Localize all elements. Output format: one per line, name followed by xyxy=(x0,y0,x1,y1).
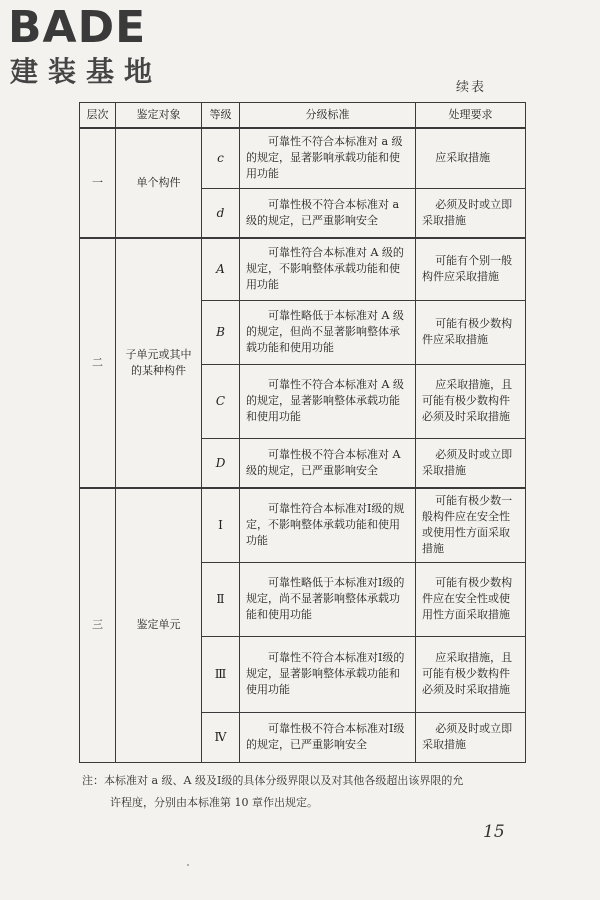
grade-cell: Ⅱ xyxy=(202,562,240,636)
level-cell: 二 xyxy=(80,238,116,488)
standard-cell: 可靠性不符合本标准对Ⅰ级的规定，显著影响整体承载功能和使用功能 xyxy=(240,636,416,712)
footnote-line-1: 注：本标准对 a 级、A 级及Ⅰ级的具体分级界限以及对其他各级超出该界限的允 xyxy=(82,774,464,787)
requirement-cell: 应采取措施，且可能有极少数构件必须及时采取措施 xyxy=(416,636,526,712)
grade-cell: A xyxy=(202,238,240,300)
requirement-cell: 必须及时或立即采取措施 xyxy=(416,712,526,762)
table-row xyxy=(80,238,526,300)
requirement-cell: 应采取措施，且可能有极少数构件必须及时采取措施 xyxy=(416,364,526,438)
object-cell: 单个构件 xyxy=(116,128,202,238)
table-footnote xyxy=(82,770,522,814)
grade-cell: d xyxy=(202,188,240,238)
header-level: 层次 xyxy=(80,103,116,129)
header-standard: 分级标准 xyxy=(240,103,416,129)
requirement-cell: 应采取措施 xyxy=(416,128,526,188)
grade-cell: C xyxy=(202,364,240,438)
reliability-grading-table xyxy=(79,102,526,763)
logo-wordmark: BADE xyxy=(8,2,147,53)
object-cell: 鉴定单元 xyxy=(116,488,202,762)
requirement-cell: 可能有极少数构件应采取措施 xyxy=(416,300,526,364)
standard-cell: 可靠性略低于本标准对Ⅰ级的规定，尚不显著影响整体承载功能和使用功能 xyxy=(240,562,416,636)
requirement-cell: 必须及时或立即采取措施 xyxy=(416,438,526,488)
page-number: 15 xyxy=(483,822,505,842)
level-cell: 三 xyxy=(80,488,116,762)
table-row xyxy=(80,128,526,188)
requirement-cell: 必须及时或立即采取措施 xyxy=(416,188,526,238)
standard-cell: 可靠性不符合本标准对 A 级的规定，显著影响整体承载功能和使用功能 xyxy=(240,364,416,438)
continued-table-label: 续表 xyxy=(456,80,487,95)
requirement-cell: 可能有个别一般构件应采取措施 xyxy=(416,238,526,300)
standard-cell: 可靠性不符合本标准对 a 级的规定，显著影响承载功能和使用功能 xyxy=(240,128,416,188)
standard-cell: 可靠性符合本标准对 A 级的规定，不影响整体承载功能和使用功能 xyxy=(240,238,416,300)
footnote-line-2: 许程度，分别由本标准第 10 章作出规定。 xyxy=(110,796,318,809)
logo-chinese-text: 建装基地 xyxy=(10,55,163,88)
scan-speck xyxy=(187,864,189,866)
grade-cell: Ⅳ xyxy=(202,712,240,762)
standard-cell: 可靠性极不符合本标准对 A 级的规定，已严重影响安全 xyxy=(240,438,416,488)
standard-cell: 可靠性符合本标准对Ⅰ级的规定，不影响整体承载功能和使用功能 xyxy=(240,488,416,562)
standard-cell: 可靠性略低于本标准对 A 级的规定，但尚不显著影响整体承载功能和使用功能 xyxy=(240,300,416,364)
header-requirement: 处理要求 xyxy=(416,103,526,129)
grade-cell: Ⅲ xyxy=(202,636,240,712)
requirement-cell: 可能有极少数构件应在安全性或使用性方面采取措施 xyxy=(416,562,526,636)
level-cell: 一 xyxy=(80,128,116,238)
header-grade: 等级 xyxy=(202,103,240,129)
table-header-row xyxy=(80,103,526,129)
object-cell: 子单元或其中的某种构件 xyxy=(116,238,202,488)
requirement-cell: 可能有极少数一般构件应在安全性或使用性方面采取措施 xyxy=(416,488,526,562)
grade-cell: c xyxy=(202,128,240,188)
header-object: 鉴定对象 xyxy=(116,103,202,129)
grade-cell: Ⅰ xyxy=(202,488,240,562)
grade-cell: D xyxy=(202,438,240,488)
table-row xyxy=(80,488,526,562)
standard-cell: 可靠性极不符合本标准对Ⅰ级的规定，已严重影响安全 xyxy=(240,712,416,762)
bade-logo xyxy=(8,4,188,94)
grade-cell: B xyxy=(202,300,240,364)
standard-cell: 可靠性极不符合本标准对 a 级的规定，已严重影响安全 xyxy=(240,188,416,238)
